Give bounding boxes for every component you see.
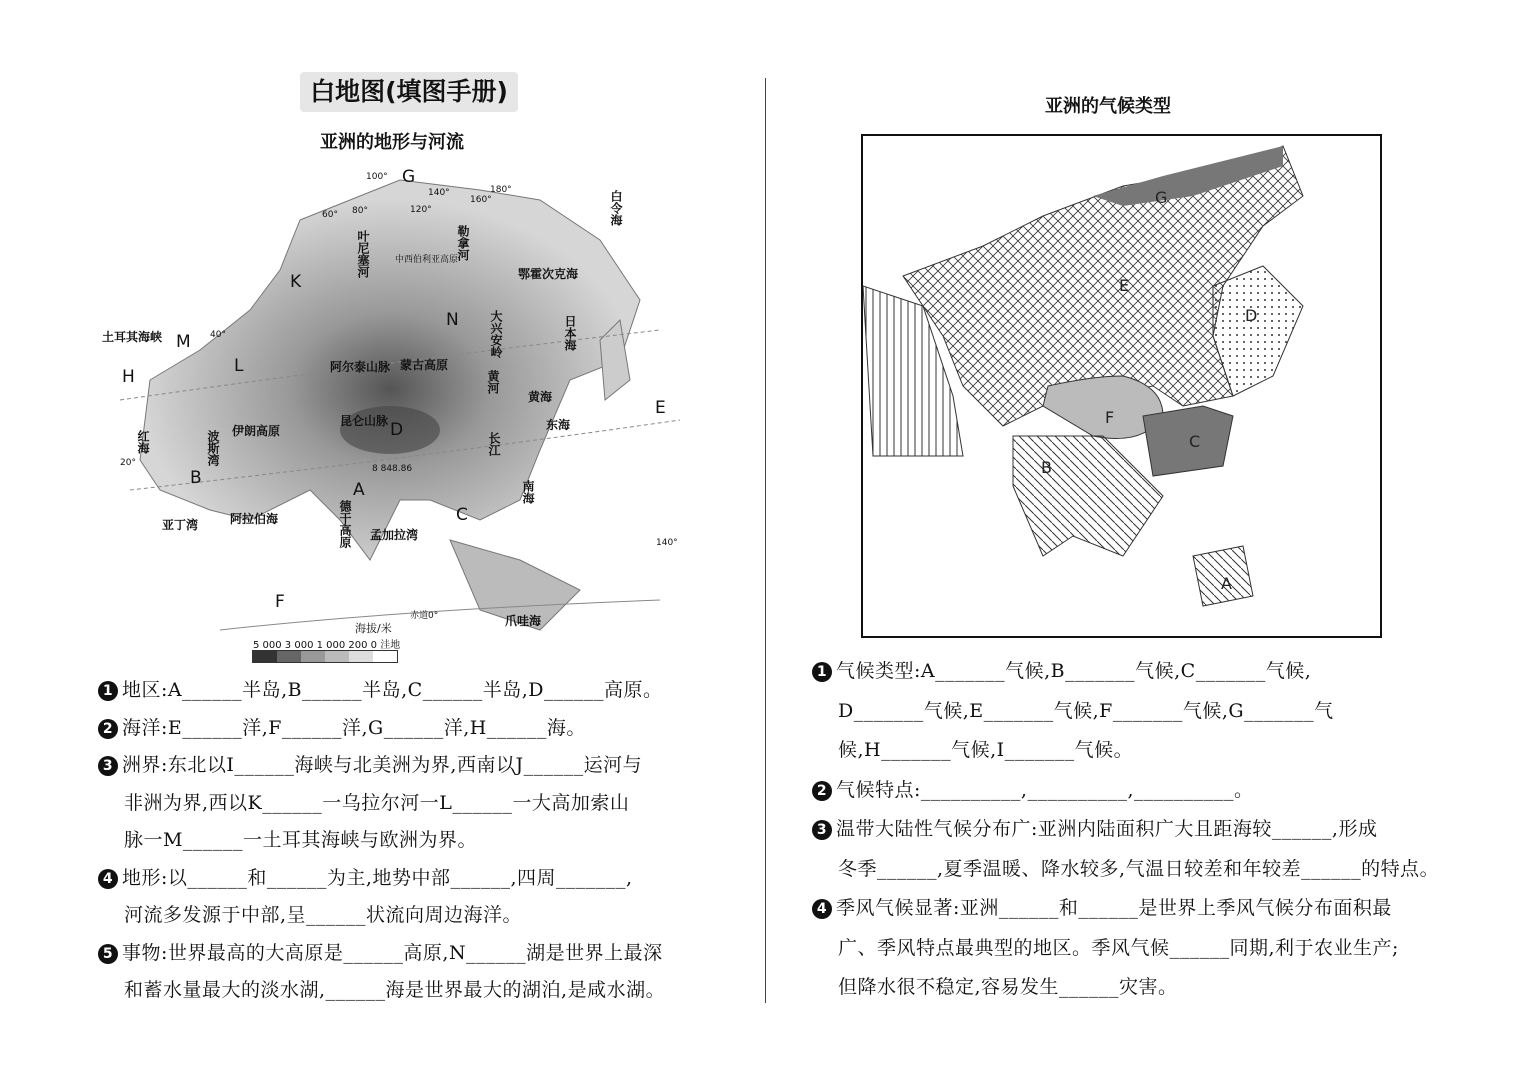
asia-terrain-map xyxy=(100,160,700,650)
elevation-legend xyxy=(252,650,398,663)
place-label: 中西伯利亚高原 xyxy=(395,255,459,265)
region-b xyxy=(1013,436,1163,556)
question-number: 5 xyxy=(98,944,118,964)
page-divider xyxy=(765,78,766,1003)
fill-blank-text[interactable]: 气候特点:__________,__________,__________。 xyxy=(836,778,1254,801)
place-label: 黄河 xyxy=(486,370,500,394)
question-number: 2 xyxy=(98,719,118,739)
map-letter-l: L xyxy=(234,356,244,376)
map-letter-k: K xyxy=(290,272,302,292)
place-label: 波斯湾 xyxy=(206,430,220,466)
question-4 xyxy=(98,860,665,898)
place-label: 孟加拉湾 xyxy=(370,528,419,542)
question-number: 1 xyxy=(812,662,832,682)
map-letter-n: N xyxy=(446,310,459,330)
latitude-label: 40° xyxy=(210,330,226,340)
longitude-label: 60° xyxy=(322,210,338,220)
question-2 xyxy=(98,710,665,748)
fill-blank-text[interactable]: 气候类型:A_______气候,B_______气候,C_______气候, xyxy=(836,660,1312,682)
equator-label: 赤道0° xyxy=(410,611,439,621)
place-label: 勒拿河 xyxy=(456,225,470,261)
fill-blank-text[interactable]: 非洲为界,西以K______一乌拉尔河一L______一大高加索山 xyxy=(124,791,630,814)
fill-blank-text[interactable]: 海洋:E______洋,F______洋,G______洋,H______海。 xyxy=(122,716,586,739)
peak-elevation: 8 848.86 xyxy=(372,464,413,474)
map-letter-a: A xyxy=(1221,574,1232,593)
fill-blank-text[interactable]: 地形:以______和______为主,地势中部______,四周_______, xyxy=(122,866,633,889)
map-letter-f: F xyxy=(1105,408,1115,427)
place-label: 爪哇海 xyxy=(505,614,542,628)
map-letter-d: D xyxy=(390,420,404,440)
place-label: 大兴安岭 xyxy=(489,310,503,358)
latitude-label: 20° xyxy=(120,458,136,468)
question-3 xyxy=(812,810,1439,850)
place-label: 叶尼塞河 xyxy=(356,230,370,278)
right-map-title: 亚洲的气候类型 xyxy=(1045,96,1171,117)
longitude-label: 140° xyxy=(656,538,678,548)
fill-blank-text[interactable]: 和蓄水量最大的淡水湖,______海是世界最大的湖泊,是咸水湖。 xyxy=(124,979,666,1001)
question-number: 4 xyxy=(812,899,832,919)
fill-blank-text[interactable]: 但降水很不稳定,容易发生______灾害。 xyxy=(838,976,1178,998)
question-number: 3 xyxy=(98,756,118,776)
section-title: 白地图(填图手册) xyxy=(300,72,518,112)
place-label: 鄂霍次克海 xyxy=(518,267,579,281)
place-label: 白令海 xyxy=(609,190,623,226)
map-letter-b: B xyxy=(190,468,202,488)
place-label: 南海 xyxy=(521,480,535,504)
question-1 xyxy=(812,652,1439,692)
left-map-title: 亚洲的地形与河流 xyxy=(320,132,464,153)
place-label: 蒙古高原 xyxy=(400,358,449,372)
question-5 xyxy=(98,935,665,973)
question-number: 2 xyxy=(812,781,832,801)
fill-blank-text[interactable]: 温带大陆性气候分布广:亚洲内陆面积广大且距海较______,形成 xyxy=(836,818,1378,840)
place-label: 红海 xyxy=(136,430,150,454)
map-letter-g: G xyxy=(402,167,416,187)
question-number: 3 xyxy=(812,820,832,840)
place-label: 阿拉伯海 xyxy=(230,512,279,526)
climate-regions xyxy=(863,136,1380,636)
region-d xyxy=(1213,266,1303,396)
longitude-label: 120° xyxy=(410,205,432,215)
left-questions xyxy=(98,672,665,1010)
map-letter-c: C xyxy=(456,505,468,525)
place-label: 阿尔泰山脉 xyxy=(330,360,391,374)
fill-blank-text[interactable]: 季风气候显著:亚洲______和______是世界上季风气候分布面积最 xyxy=(836,897,1392,919)
question-number: 4 xyxy=(98,869,118,889)
map-letter-b: B xyxy=(1041,458,1052,477)
fill-blank-text[interactable]: D_______气候,E_______气候,F_______气候,G_______气 xyxy=(838,699,1334,722)
fill-blank-text[interactable]: 候,H_______气候,I_______气候。 xyxy=(838,739,1134,761)
place-label: 伊朗高原 xyxy=(232,424,281,438)
map-letter-e: E xyxy=(1119,276,1130,295)
place-label: 德干高原 xyxy=(338,500,352,548)
right-questions xyxy=(812,652,1439,1008)
place-label: 亚丁湾 xyxy=(162,518,199,532)
asia-climate-map xyxy=(861,134,1382,638)
longitude-label: 180° xyxy=(490,185,512,195)
map-letter-f: F xyxy=(275,592,285,612)
legend-title: 海拔/米 xyxy=(355,622,392,635)
map-letter-a: A xyxy=(353,480,365,500)
fill-blank-text[interactable]: 脉一M______一土耳其海峡与欧洲为界。 xyxy=(124,829,477,851)
question-4 xyxy=(812,889,1439,929)
place-label: 黄海 xyxy=(528,390,553,404)
map-letter-d: D xyxy=(1245,306,1258,325)
fill-blank-text[interactable]: 冬季______,夏季温暖、降水较多,气温日较差和年较差______的特点。 xyxy=(838,857,1440,880)
map-letter-g: G xyxy=(1155,188,1168,207)
longitude-label: 160° xyxy=(470,195,492,205)
region-c xyxy=(1143,406,1233,476)
fill-blank-text[interactable]: 河流多发源于中部,呈______状流向周边海洋。 xyxy=(124,904,523,926)
map-letter-c: C xyxy=(1189,432,1201,451)
longitude-label: 100° xyxy=(366,172,388,182)
question-1 xyxy=(98,672,665,710)
place-label: 土耳其海峡 xyxy=(102,330,163,344)
place-label: 日本海 xyxy=(563,315,577,351)
map-letter-h: H xyxy=(122,367,135,387)
place-label: 昆仑山脉 xyxy=(340,414,389,428)
map-letter-e: E xyxy=(655,398,666,418)
legend-ticks: 5 000 3 000 1 000 200 0 洼地 xyxy=(253,640,401,651)
question-2 xyxy=(812,771,1439,811)
fill-blank-text[interactable]: 地区:A______半岛,B______半岛,C______半岛,D______高原。 xyxy=(122,679,663,701)
fill-blank-text[interactable]: 广、季风特点最典型的地区。季风气候______同期,利于农业生产; xyxy=(838,936,1399,959)
question-number: 1 xyxy=(98,681,118,701)
fill-blank-text[interactable]: 洲界:东北以I______海峡与北美洲为界,西南以J______运河与 xyxy=(122,754,643,776)
place-label: 东海 xyxy=(546,418,571,432)
place-label: 长江 xyxy=(487,432,501,456)
map-letter-m: M xyxy=(176,332,191,352)
fill-blank-text[interactable]: 事物:世界最高的大高原是______高原,N______湖是世界上最深 xyxy=(122,941,663,964)
longitude-label: 80° xyxy=(352,206,368,216)
longitude-label: 140° xyxy=(428,188,450,198)
question-3 xyxy=(98,747,665,785)
